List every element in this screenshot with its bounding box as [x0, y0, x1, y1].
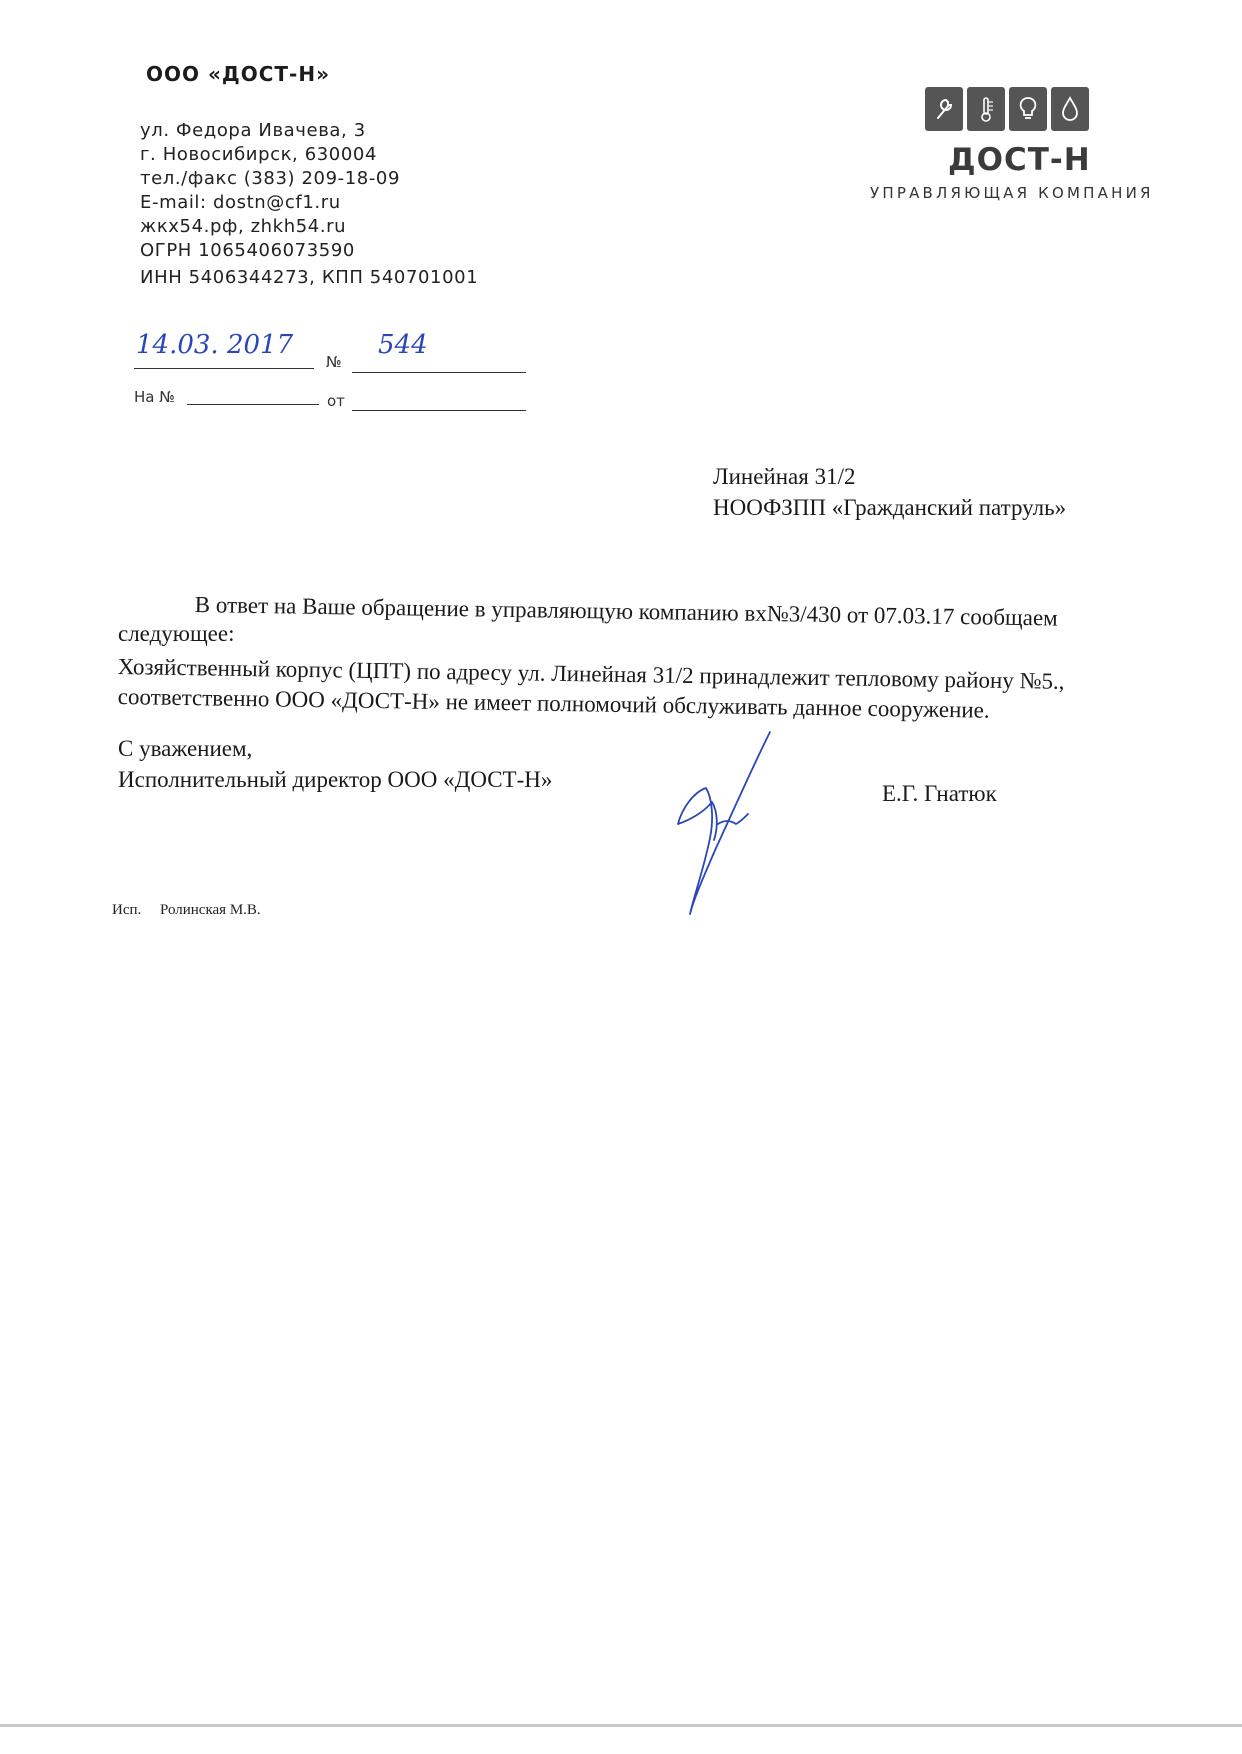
sender-ogrn-line: ОГРН 1065406073590: [140, 240, 355, 261]
executor-label: Исп.: [112, 902, 142, 918]
sender-phone-line: тел./факс (383) 209-18-09: [140, 168, 401, 189]
body-line: соответственно ООО «ДОСТ-Н» не имеет полномочий обслуживать данное сооружение.: [117, 684, 990, 723]
sender-city-line: г. Новосибирск, 630004: [140, 144, 378, 165]
company-logo: [925, 87, 1089, 131]
signer-name: Е.Г. Гнатюк: [882, 781, 997, 806]
body-line: Хозяйственный корпус (ЦПТ) по адресу ул. Линейная 31/2 принадлежит тепловому району №5.,: [117, 654, 1065, 694]
thermometer-icon: [967, 87, 1005, 131]
from-underline: [352, 410, 526, 411]
signer-position: Исполнительный директор ООО «ДОСТ-Н»: [118, 767, 553, 792]
reply-to-underline: [187, 404, 319, 405]
outgoing-number: 544: [378, 330, 428, 360]
reply-to-label: На №: [134, 388, 175, 406]
water-drop-icon: [1051, 87, 1089, 131]
scan-edge: [0, 1724, 1242, 1727]
number-label: №: [326, 353, 342, 371]
sender-email-line: E-mail: dostn@cf1.ru: [140, 192, 341, 213]
logo-company-name: ДОСТ-Н: [948, 142, 1091, 178]
closing-greeting: С уважением,: [118, 736, 253, 761]
from-label: от: [327, 392, 345, 410]
sender-org-name: ООО «ДОСТ-Н»: [146, 62, 330, 86]
outgoing-date: 14.03. 2017: [136, 330, 294, 360]
wrench-icon: [925, 87, 963, 131]
recipient-org: НООФЗПП «Гражданский патруль»: [713, 495, 1067, 520]
recipient-address: Линейная 31/2: [713, 464, 856, 489]
logo-subtitle: УПРАВЛЯЮЩАЯ КОМПАНИЯ: [870, 184, 1154, 202]
number-underline: [352, 372, 526, 373]
body-line: следующее:: [118, 621, 235, 646]
sender-inn-line: ИНН 5406344273, КПП 540701001: [140, 267, 479, 288]
lightbulb-icon: [1009, 87, 1047, 131]
date-underline: [134, 368, 314, 369]
sender-address-line: ул. Федора Ивачева, 3: [140, 120, 366, 141]
body-line: В ответ на Ваше обращение в управляющую компанию вх№3/430 от 07.03.17 сообщаем: [194, 592, 1058, 631]
executor-name: Ролинская М.В.: [160, 902, 261, 918]
handwritten-signature: [660, 728, 790, 918]
sender-web-line: жкх54.рф, zhkh54.ru: [140, 216, 347, 237]
